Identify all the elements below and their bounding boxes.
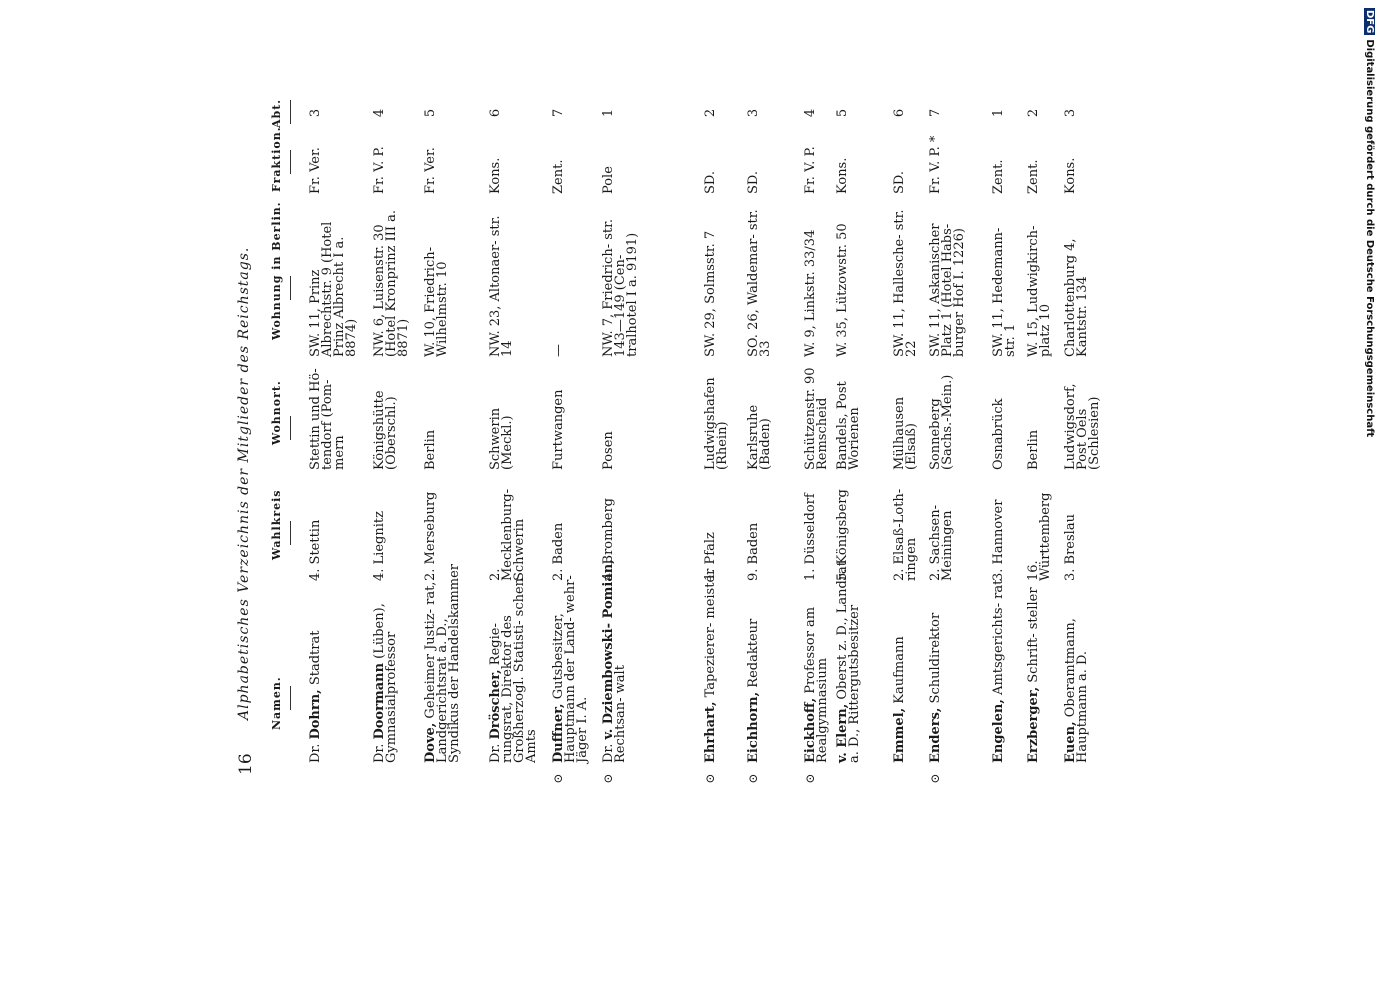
- member-name: Eickhoff,: [803, 697, 818, 763]
- wahlkreis-cell: 5. Königsberg: [835, 489, 850, 581]
- abteilung-cell: 1: [991, 108, 1006, 118]
- member-name-cell: Duffner, Gutsbesitzer, Hauptmann der Land- wehr-Jäger I. A.: [551, 575, 590, 763]
- member-name-cell: Dr. Doormann (Lüben), Gymnasialprofessor: [372, 603, 399, 763]
- wohnort-cell: Berlin: [1026, 429, 1041, 470]
- wohnort-cell: Sonneberg (Sachs.-Mein.): [928, 374, 955, 470]
- wohnung-cell: W. 10, Friedrich- Wilhelmstr. 10: [423, 247, 450, 357]
- wohnung-cell: SW. 29, Solmsstr. 7: [703, 230, 718, 357]
- wohnung-cell: Charlottenburg 4, Kantstr. 134: [1063, 238, 1090, 357]
- wahlkreis-cell: 4. Stettin: [308, 519, 323, 581]
- member-name-cell: Erzberger, Schrift- steller: [1026, 587, 1041, 763]
- header-wahlkreis: Wahlkreis: [270, 489, 283, 560]
- header-rule: [290, 276, 291, 300]
- wohnung-cell: SO. 26, Waldemar- str. 33: [746, 209, 773, 357]
- header-fraktion: Fraktion.: [270, 126, 283, 192]
- row-marker: ⊙: [746, 773, 760, 784]
- wohnort-cell: Karlsruhe (Baden): [746, 404, 773, 470]
- fraktion-cell: Pole: [601, 166, 616, 194]
- member-name-cell: Dr. v. Dziembowski- Pomian, Rechtsan- walt: [601, 559, 628, 763]
- fraktion-cell: Fr. Ver.: [423, 147, 438, 194]
- wahlkreis-cell: 2. Baden: [551, 522, 566, 581]
- fraktion-cell: Fr. Ver.: [308, 147, 323, 194]
- member-name-cell: Dr. Dröscher, Regie- rungsrat, Direktor des Großherzogl. Statisti- schen Amts: [488, 577, 539, 763]
- wohnung-cell: SW. 11, Hallesche- str. 22: [892, 209, 919, 357]
- fraktion-cell: SD.: [703, 171, 718, 194]
- member-name-cell: Engelen, Amtsgerichts- rat: [991, 579, 1006, 763]
- member-name: v. Elern,: [835, 703, 850, 763]
- wohnung-cell: W. 9, Linkstr. 33/34: [803, 229, 818, 357]
- wohnung-cell: —: [551, 344, 566, 357]
- wahlkreis-cell: 2. Mecklenburg- Schwerin: [488, 488, 527, 581]
- fraktion-cell: Kons.: [835, 157, 850, 194]
- wohnort-cell: Furtwangen: [551, 389, 566, 470]
- member-name: Dohrn,: [308, 689, 323, 740]
- member-name-cell: v. Elern, Oberst z. D., Landrat a. D., Rittergutsbesitzer: [835, 560, 862, 763]
- member-name: Emmel,: [892, 707, 907, 763]
- wohnort-cell: Posen: [601, 431, 616, 470]
- member-name: Dröscher,: [488, 669, 503, 740]
- header-rule: [290, 100, 291, 124]
- row-marker: ⊙: [928, 773, 942, 784]
- wahlkreis-cell: 1. Pfalz: [703, 532, 718, 581]
- wohnung-cell: W. 15, Ludwigkirch- platz 10: [1026, 225, 1053, 357]
- abteilung-cell: 5: [423, 108, 438, 118]
- member-name-cell: Euen, Oberamtmann, Hauptmann a. D.: [1063, 618, 1090, 763]
- page-title: Alphabetisches Verzeichnis der Mitglieder des Reichstags.: [236, 246, 252, 720]
- abteilung-cell: 6: [892, 108, 907, 118]
- wohnort-cell: Königshütte (Oberschl.): [372, 390, 399, 470]
- member-name: Euen,: [1063, 721, 1078, 763]
- member-name-cell: Dr. Dohrn, Stadtrat: [308, 630, 323, 763]
- wahlkreis-cell: 1. Düsseldorf: [803, 493, 818, 581]
- wohnort-cell: Ludwigsdorf, Post Oels (Schlesien): [1063, 383, 1102, 470]
- abteilung-cell: 4: [803, 108, 818, 118]
- member-name: Doormann: [372, 662, 387, 740]
- abteilung-cell: 6: [488, 108, 503, 118]
- wohnung-cell: SW. 11, Hedemann- str. 1: [991, 227, 1018, 357]
- row-marker: ⊙: [703, 773, 717, 784]
- abteilung-cell: 2: [1026, 108, 1041, 118]
- wahlkreis-cell: 2. Elsaß-Loth- ringen: [892, 488, 919, 581]
- member-name: Engelen,: [991, 699, 1006, 763]
- row-marker: ⊙: [551, 773, 565, 784]
- funding-credit: [1364, 8, 1375, 437]
- abteilung-cell: 3: [308, 108, 323, 118]
- wohnung-cell: NW. 23, Altonaer- str. 14: [488, 215, 515, 357]
- wohnung-cell: SW. 11, Askanischer Platz 1 (Hotel Habs- burger Hof I. 1226): [928, 223, 967, 357]
- member-name-cell: Eichhorn, Redakteur: [746, 618, 761, 763]
- header-rule: [290, 150, 291, 174]
- wahlkreis-cell: 9. Baden: [746, 522, 761, 581]
- row-marker: ⊙: [601, 773, 615, 784]
- member-name-cell: Emmel, Kaufmann: [892, 636, 907, 763]
- member-name-cell: Ehrhart, Tapezierer- meister: [703, 568, 718, 763]
- wahlkreis-cell: 2. Merseburg: [423, 491, 438, 581]
- wohnort-cell: Berlin: [423, 429, 438, 470]
- wohnort-cell: Bandels, Post Worienen: [835, 381, 862, 470]
- wahlkreis-cell: 4. Bromberg: [601, 497, 616, 581]
- wohnort-cell: Stettin und Hö- tendorf (Pom- mern: [308, 368, 347, 470]
- wahlkreis-cell: 3. Breslau: [1063, 514, 1078, 581]
- abteilung-cell: 1: [601, 108, 616, 118]
- fraktion-cell: Kons.: [488, 157, 503, 194]
- header-name: Namen.: [270, 676, 283, 730]
- wahlkreis-cell: 16. Württemberg: [1026, 492, 1053, 581]
- fraktion-cell: Zent.: [1026, 159, 1041, 194]
- wahlkreis-cell: 3. Hannover: [991, 499, 1006, 581]
- credit-text: Digitalisierung gefördert durch die Deutsche Forschungsgemeinschaft: [1364, 39, 1375, 438]
- page-number: 16: [236, 753, 256, 775]
- wohnung-cell: NW. 6, Luisenstr. 30 (Hotel Kronprinz III a. 8871): [372, 209, 411, 357]
- fraktion-cell: SD.: [892, 171, 907, 194]
- header-wohnung: Wohnung in Berlin.: [270, 201, 283, 340]
- abteilung-cell: 2: [703, 108, 718, 118]
- header-rule: [290, 521, 291, 545]
- abteilung-cell: 3: [746, 108, 761, 118]
- abteilung-cell: 3: [1063, 108, 1078, 118]
- member-name: v. Dziembowski- Pomian,: [601, 559, 616, 740]
- abteilung-cell: 7: [928, 108, 943, 118]
- member-name-cell: Enders, Schuldirektor: [928, 612, 943, 763]
- fraktion-cell: Zent.: [551, 159, 566, 194]
- header-rule: [290, 686, 291, 710]
- header-abt: Abt.: [270, 98, 283, 128]
- wahlkreis-cell: 2. Sachsen- Meiningen: [928, 505, 955, 581]
- fraktion-cell: Kons.: [1063, 157, 1078, 194]
- member-name: Erzberger,: [1026, 686, 1041, 763]
- member-name-cell: Eickhoff, Professor am Realgymnasium: [803, 606, 830, 763]
- fraktion-cell: Fr. V. P.: [372, 146, 387, 194]
- abteilung-cell: 5: [835, 108, 850, 118]
- wohnort-cell: Mülhausen (Elsaß): [892, 396, 919, 470]
- wohnort-cell: Schwerin (Meckl.): [488, 407, 515, 470]
- fraktion-cell: Fr. V. P. *: [928, 135, 943, 194]
- wohnung-cell: NW. 7, Friedrich- str. 143—149 (Cen- tralhotel I a. 9191): [601, 218, 640, 357]
- member-name: Duffner,: [551, 703, 566, 763]
- wahlkreis-cell: 4. Liegnitz: [372, 511, 387, 581]
- wohnung-cell: W. 35, Lützowstr. 50: [835, 223, 850, 357]
- dfg-logo: DFG: [1364, 10, 1375, 34]
- row-marker: ⊙: [803, 773, 817, 784]
- member-name: Enders,: [928, 707, 943, 763]
- header-rule: [290, 416, 291, 440]
- fraktion-cell: Fr. V. P.: [803, 146, 818, 194]
- member-name-cell: Dove, Geheimer Justiz- rat, Landgerichtsrat a. D., Syndikus der Handelskammer: [423, 563, 462, 763]
- wohnort-cell: Osnabrück: [991, 398, 1006, 470]
- member-name: Eichhorn,: [746, 691, 761, 763]
- abteilung-cell: 4: [372, 108, 387, 118]
- header-wohnort: Wohnort.: [270, 380, 283, 445]
- member-name: Dove,: [423, 722, 438, 763]
- abteilung-cell: 7: [551, 108, 566, 118]
- fraktion-cell: SD.: [746, 171, 761, 194]
- wohnung-cell: SW. 11, Prinz Albrechtstr. 9 (Hotel Prinz Albrecht I a. 8874): [308, 221, 359, 357]
- fraktion-cell: Zent.: [991, 159, 1006, 194]
- member-name: Ehrhart,: [703, 701, 718, 763]
- wohnort-cell: Schützenstr. 90 Remscheid: [803, 367, 830, 470]
- wohnort-cell: Ludwigshafen (Rhein): [703, 377, 730, 470]
